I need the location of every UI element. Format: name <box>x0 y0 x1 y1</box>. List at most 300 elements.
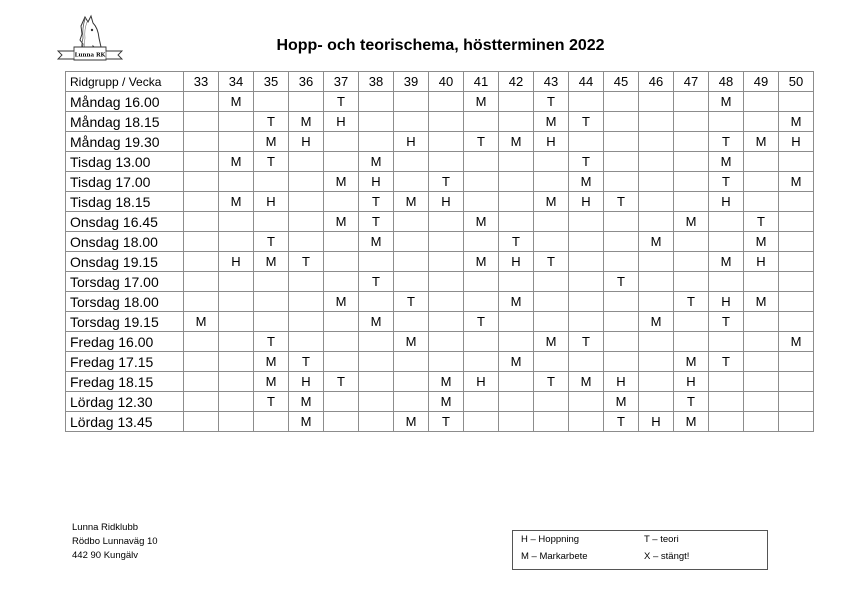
schedule-cell <box>604 172 639 192</box>
week-header: 46 <box>639 72 674 92</box>
schedule-cell <box>464 152 499 172</box>
schedule-cell <box>534 232 569 252</box>
schedule-cell <box>359 252 394 272</box>
group-label: Måndag 16.00 <box>66 92 184 112</box>
table-row <box>66 292 814 312</box>
schedule-cell <box>779 152 814 172</box>
schedule-cell <box>674 132 709 152</box>
schedule-cell: T <box>254 332 289 352</box>
schedule-cell: T <box>359 212 394 232</box>
schedule-cell <box>499 392 534 412</box>
schedule-cell: H <box>464 372 499 392</box>
schedule-cell <box>604 112 639 132</box>
schedule-cell: M <box>289 392 324 412</box>
schedule-cell <box>604 352 639 372</box>
schedule-cell <box>219 112 254 132</box>
schedule-cell <box>289 212 324 232</box>
schedule-cell <box>359 132 394 152</box>
schedule-cell <box>254 412 289 432</box>
schedule-cell <box>744 112 779 132</box>
schedule-cell: M <box>499 292 534 312</box>
schedule-cell <box>394 352 429 372</box>
schedule-cell <box>219 292 254 312</box>
club-address <box>72 521 158 563</box>
schedule-cell <box>324 272 359 292</box>
schedule-cell: T <box>744 212 779 232</box>
schedule-cell <box>499 332 534 352</box>
schedule-cell <box>184 352 219 372</box>
schedule-cell <box>289 232 324 252</box>
schedule-cell: H <box>674 372 709 392</box>
week-header: 43 <box>534 72 569 92</box>
schedule-cell: M <box>464 212 499 232</box>
schedule-cell <box>779 212 814 232</box>
schedule-cell <box>744 172 779 192</box>
schedule-cell <box>639 152 674 172</box>
schedule-cell: T <box>324 92 359 112</box>
schedule-cell <box>604 132 639 152</box>
schedule-cell <box>499 92 534 112</box>
schedule-cell: M <box>254 252 289 272</box>
schedule-cell <box>744 352 779 372</box>
schedule-cell <box>429 312 464 332</box>
schedule-cell <box>289 272 324 292</box>
schedule-cell <box>499 412 534 432</box>
schedule-cell <box>394 152 429 172</box>
schedule-cell: T <box>359 192 394 212</box>
schedule-cell <box>464 332 499 352</box>
schedule-cell: M <box>464 252 499 272</box>
schedule-cell: M <box>359 232 394 252</box>
schedule-cell <box>184 152 219 172</box>
schedule-cell <box>219 412 254 432</box>
schedule-cell <box>184 232 219 252</box>
schedule-cell: H <box>604 372 639 392</box>
schedule-cell: M <box>359 152 394 172</box>
table-row <box>66 92 814 112</box>
group-label: Lördag 13.45 <box>66 412 184 432</box>
group-label: Tisdag 17.00 <box>66 172 184 192</box>
schedule-cell <box>674 172 709 192</box>
schedule-cell <box>779 272 814 292</box>
schedule-cell: H <box>709 292 744 312</box>
schedule-cell <box>779 252 814 272</box>
schedule-cell: M <box>254 132 289 152</box>
schedule-cell: M <box>744 232 779 252</box>
schedule-cell <box>394 392 429 412</box>
schedule-cell <box>289 172 324 192</box>
schedule-cell: H <box>779 132 814 152</box>
page-title: Hopp- och teorischema, höstterminen 2022 <box>276 37 605 54</box>
schedule-cell <box>359 292 394 312</box>
schedule-cell: T <box>709 172 744 192</box>
table-row <box>66 192 814 212</box>
schedule-cell: M <box>254 372 289 392</box>
schedule-cell <box>534 152 569 172</box>
schedule-cell: T <box>604 272 639 292</box>
week-header: 48 <box>709 72 744 92</box>
schedule-cell <box>604 152 639 172</box>
schedule-cell: T <box>534 372 569 392</box>
schedule-cell <box>674 192 709 212</box>
schedule-cell <box>569 292 604 312</box>
schedule-cell: T <box>394 292 429 312</box>
schedule-cell <box>184 252 219 272</box>
schedule-cell <box>569 272 604 292</box>
schedule-cell <box>639 372 674 392</box>
schedule-cell <box>219 332 254 352</box>
week-header: 50 <box>779 72 814 92</box>
schedule-cell <box>324 412 359 432</box>
schedule-cell <box>429 232 464 252</box>
schedule-cell: H <box>499 252 534 272</box>
schedule-cell: M <box>394 412 429 432</box>
club-street: Rödbo Lunnaväg 10 <box>72 536 158 547</box>
schedule-cell <box>779 312 814 332</box>
schedule-cell: M <box>674 352 709 372</box>
schedule-cell <box>394 92 429 112</box>
schedule-cell <box>674 232 709 252</box>
schedule-cell <box>254 312 289 332</box>
week-header: 49 <box>744 72 779 92</box>
schedule-cell: H <box>744 252 779 272</box>
table-row <box>66 272 814 292</box>
schedule-cell <box>184 172 219 192</box>
table-row <box>66 312 814 332</box>
schedule-cell: H <box>289 372 324 392</box>
schedule-cell <box>184 92 219 112</box>
group-label: Tisdag 13.00 <box>66 152 184 172</box>
schedule-cell: T <box>324 372 359 392</box>
schedule-cell: M <box>394 192 429 212</box>
schedule-cell <box>429 332 464 352</box>
schedule-cell <box>534 312 569 332</box>
schedule-cell <box>219 272 254 292</box>
schedule-cell: T <box>499 232 534 252</box>
schedule-cell <box>604 252 639 272</box>
schedule-cell <box>324 152 359 172</box>
schedule-cell <box>324 352 359 372</box>
schedule-cell <box>254 272 289 292</box>
schedule-cell <box>709 212 744 232</box>
schedule-cell <box>604 332 639 352</box>
schedule-cell <box>464 112 499 132</box>
schedule-cell <box>184 332 219 352</box>
week-header: 39 <box>394 72 429 92</box>
schedule-cell <box>674 152 709 172</box>
schedule-cell <box>639 192 674 212</box>
schedule-cell <box>569 92 604 112</box>
schedule-cell <box>254 92 289 112</box>
legend-stangt: X – stängt! <box>644 551 690 562</box>
schedule-cell <box>429 152 464 172</box>
schedule-cell <box>639 252 674 272</box>
svg-text:Lunna RK: Lunna RK <box>74 52 106 59</box>
schedule-cell <box>499 192 534 212</box>
schedule-cell: M <box>324 292 359 312</box>
schedule-cell <box>464 272 499 292</box>
schedule-cell <box>674 332 709 352</box>
schedule-cell: H <box>709 192 744 212</box>
club-name: Lunna Ridklubb <box>72 522 139 533</box>
schedule-cell: M <box>429 372 464 392</box>
schedule-cell <box>289 192 324 212</box>
schedule-cell: T <box>709 132 744 152</box>
schedule-cell: M <box>184 312 219 332</box>
schedule-cell <box>464 172 499 192</box>
week-header: 33 <box>184 72 219 92</box>
schedule-cell <box>324 232 359 252</box>
schedule-cell: T <box>254 392 289 412</box>
schedule-cell <box>324 312 359 332</box>
schedule-cell <box>394 112 429 132</box>
table-row <box>66 172 814 192</box>
table-row <box>66 152 814 172</box>
schedule-cell: M <box>499 352 534 372</box>
schedule-cell <box>324 392 359 412</box>
schedule-cell: T <box>254 152 289 172</box>
group-label: Tisdag 18.15 <box>66 192 184 212</box>
week-header: 47 <box>674 72 709 92</box>
schedule-cell <box>254 172 289 192</box>
schedule-cell <box>779 392 814 412</box>
schedule-cell <box>219 132 254 152</box>
schedule-cell <box>359 332 394 352</box>
group-label: Onsdag 18.00 <box>66 232 184 252</box>
week-header: 41 <box>464 72 499 92</box>
schedule-cell <box>569 412 604 432</box>
schedule-cell: T <box>674 392 709 412</box>
schedule-cell: T <box>604 192 639 212</box>
schedule-cell <box>464 352 499 372</box>
schedule-cell <box>359 372 394 392</box>
schedule-cell: M <box>709 252 744 272</box>
group-label: Torsdag 19.15 <box>66 312 184 332</box>
schedule-cell <box>289 292 324 312</box>
table-row <box>66 132 814 152</box>
schedule-cell: M <box>534 112 569 132</box>
table-row <box>66 252 814 272</box>
schedule-cell <box>359 412 394 432</box>
schedule-cell <box>184 372 219 392</box>
schedule-cell: H <box>429 192 464 212</box>
schedule-cell <box>604 312 639 332</box>
schedule-cell: T <box>289 252 324 272</box>
schedule-cell <box>429 292 464 312</box>
schedule-cell: M <box>534 332 569 352</box>
schedule-cell <box>534 392 569 412</box>
schedule-cell: M <box>779 332 814 352</box>
schedule-cell <box>359 112 394 132</box>
schedule-cell <box>359 352 394 372</box>
schedule-cell <box>639 212 674 232</box>
schedule-cell: M <box>639 312 674 332</box>
corner-header: Ridgrupp / Vecka <box>66 72 184 92</box>
schedule-cell <box>219 352 254 372</box>
schedule-cell <box>499 172 534 192</box>
schedule-cell <box>534 352 569 372</box>
schedule-cell: T <box>429 412 464 432</box>
schedule-cell <box>604 232 639 252</box>
schedule-cell <box>394 212 429 232</box>
schedule-cell <box>744 312 779 332</box>
schedule-cell <box>394 272 429 292</box>
schedule-cell: M <box>569 172 604 192</box>
table-row <box>66 412 814 432</box>
group-label: Onsdag 16.45 <box>66 212 184 232</box>
schedule-cell <box>499 272 534 292</box>
group-label: Fredag 16.00 <box>66 332 184 352</box>
schedule-cell <box>429 92 464 112</box>
schedule-cell <box>709 412 744 432</box>
schedule-cell <box>674 112 709 132</box>
schedule-cell <box>184 112 219 132</box>
schedule-cell: M <box>289 112 324 132</box>
schedule-cell: H <box>394 132 429 152</box>
schedule-cell <box>709 232 744 252</box>
schedule-cell <box>394 372 429 392</box>
week-header: 36 <box>289 72 324 92</box>
schedule-cell <box>744 412 779 432</box>
schedule-cell <box>569 352 604 372</box>
group-label: Måndag 18.15 <box>66 112 184 132</box>
table-row <box>66 352 814 372</box>
schedule-cell <box>744 152 779 172</box>
schedule-cell <box>779 192 814 212</box>
schedule-cell <box>604 92 639 112</box>
schedule-cell: M <box>569 372 604 392</box>
schedule-cell <box>184 192 219 212</box>
schedule-cell: T <box>569 112 604 132</box>
schedule-cell: T <box>289 352 324 372</box>
schedule-cell <box>429 112 464 132</box>
schedule-cell <box>639 92 674 112</box>
schedule-cell <box>324 132 359 152</box>
schedule-cell <box>639 292 674 312</box>
schedule-cell <box>219 312 254 332</box>
schedule-cell: M <box>324 212 359 232</box>
schedule-cell <box>779 292 814 312</box>
group-label: Måndag 19.30 <box>66 132 184 152</box>
schedule-cell <box>709 372 744 392</box>
week-header: 42 <box>499 72 534 92</box>
schedule-cell <box>639 172 674 192</box>
schedule-cell <box>779 232 814 252</box>
schedule-cell <box>534 172 569 192</box>
schedule-cell <box>779 412 814 432</box>
schedule-cell <box>184 132 219 152</box>
schedule-cell <box>779 92 814 112</box>
schedule-cell <box>744 192 779 212</box>
schedule-cell <box>499 312 534 332</box>
week-header: 35 <box>254 72 289 92</box>
schedule-cell: H <box>639 412 674 432</box>
schedule-cell <box>569 212 604 232</box>
schedule-cell: H <box>359 172 394 192</box>
schedule-cell <box>429 272 464 292</box>
schedule-cell <box>324 192 359 212</box>
schedule-cell <box>464 292 499 312</box>
schedule-cell: M <box>744 132 779 152</box>
schedule-cell <box>254 212 289 232</box>
schedule-cell <box>464 192 499 212</box>
legend-hoppning: H – Hoppning <box>521 534 580 545</box>
schedule-cell <box>709 112 744 132</box>
schedule-cell: M <box>499 132 534 152</box>
schedule-cell <box>744 372 779 392</box>
schedule-cell: M <box>779 172 814 192</box>
schedule-cell <box>604 212 639 232</box>
schedule-cell: M <box>779 112 814 132</box>
schedule-cell <box>604 292 639 312</box>
table-row <box>66 332 814 352</box>
schedule-cell <box>464 412 499 432</box>
schedule-cell <box>219 372 254 392</box>
schedule-cell: M <box>639 232 674 252</box>
schedule-table <box>65 71 814 432</box>
schedule-cell <box>394 252 429 272</box>
schedule-cell: M <box>709 92 744 112</box>
schedule-cell <box>394 312 429 332</box>
schedule-cell <box>779 352 814 372</box>
header-row <box>66 72 814 92</box>
schedule-cell: M <box>394 332 429 352</box>
schedule-cell: H <box>534 132 569 152</box>
schedule-cell: T <box>709 312 744 332</box>
schedule-cell <box>429 132 464 152</box>
schedule-cell: M <box>324 172 359 192</box>
schedule-cell: T <box>464 312 499 332</box>
schedule-cell <box>394 172 429 192</box>
group-label: Fredag 18.15 <box>66 372 184 392</box>
schedule-cell <box>744 392 779 412</box>
schedule-cell: M <box>464 92 499 112</box>
club-city: 442 90 Kungälv <box>72 550 139 561</box>
schedule-cell: M <box>219 92 254 112</box>
schedule-cell <box>429 212 464 232</box>
group-label: Torsdag 17.00 <box>66 272 184 292</box>
schedule-cell <box>569 312 604 332</box>
schedule-cell: T <box>359 272 394 292</box>
schedule-cell <box>324 252 359 272</box>
schedule-cell: T <box>429 172 464 192</box>
schedule-cell <box>324 332 359 352</box>
schedule-cell <box>639 132 674 152</box>
schedule-cell <box>429 252 464 272</box>
schedule-cell <box>394 232 429 252</box>
schedule-cell: T <box>569 332 604 352</box>
schedule-cell <box>464 392 499 412</box>
schedule-cell: H <box>324 112 359 132</box>
schedule-cell <box>359 392 394 412</box>
schedule-cell <box>184 412 219 432</box>
schedule-cell <box>219 212 254 232</box>
schedule-cell: H <box>254 192 289 212</box>
schedule-cell: M <box>429 392 464 412</box>
schedule-cell: M <box>359 312 394 332</box>
schedule-cell <box>499 372 534 392</box>
schedule-cell <box>744 92 779 112</box>
schedule-cell <box>744 332 779 352</box>
schedule-cell: M <box>709 152 744 172</box>
table-row <box>66 372 814 392</box>
schedule-cell: M <box>254 352 289 372</box>
schedule-cell <box>569 132 604 152</box>
table-row <box>66 212 814 232</box>
schedule-cell <box>569 232 604 252</box>
schedule-cell: T <box>709 352 744 372</box>
legend-box <box>512 530 768 570</box>
